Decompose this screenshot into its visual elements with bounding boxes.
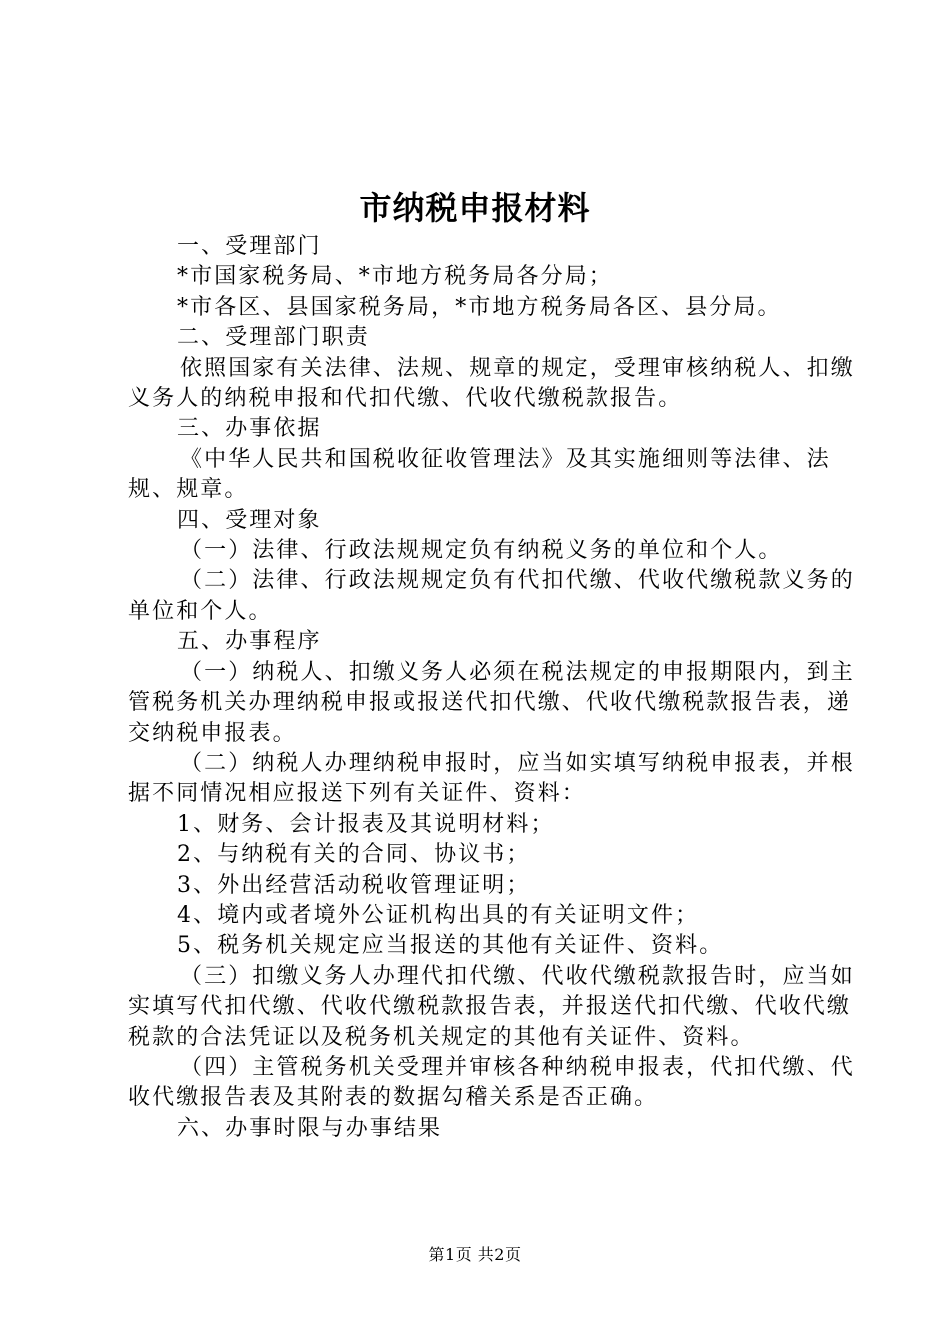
- paragraph: *市国家税务局、*市地方税务局各分局；: [177, 264, 613, 290]
- list-item: 2、与纳税有关的合同、协议书；: [177, 842, 531, 868]
- section-heading-1: 一、受理部门: [177, 234, 322, 259]
- paragraph: （一）纳税人、扣缴义务人必须在税法规定的申报期限内，到主管税务机关办理纳税申报或报送代扣代缴、代收代缴税款报告表，递交纳税申报表。: [128, 659, 855, 746]
- paragraph: （二）纳税人办理纳税申报时，应当如实填写纳税申报表，并根据不同情况相应报送下列有关证件、资料：: [128, 750, 855, 807]
- document-body: [128, 232, 858, 1144]
- list-item: 4、境内或者境外公证机构出具的有关证明文件；: [177, 902, 700, 928]
- paragraph: 《中华人民共和国税收征收管理法》及其实施细则等法律、法规、规章。: [128, 446, 831, 503]
- section-heading-3: 三、办事依据: [177, 416, 322, 442]
- paragraph: 依照国家有关法律、法规、规章的规定，受理审核纳税人、扣缴义务人的纳税申报和代扣代缴、代收代缴税款报告。: [128, 355, 855, 412]
- list-item: 1、财务、会计报表及其说明材料；: [177, 811, 555, 837]
- list-item: 3、外出经营活动税收管理证明；: [177, 872, 531, 898]
- section-heading-5: 五、办事程序: [177, 629, 322, 655]
- list-item: 5、税务机关规定应当报送的其他有关证件、资料。: [177, 933, 724, 959]
- paragraph: （一）法律、行政法规规定负有纳税义务的单位和个人。: [180, 538, 783, 564]
- section-heading-6: 六、办事时限与办事结果: [177, 1115, 443, 1141]
- document-title: 市纳税申报材料: [359, 189, 591, 227]
- paragraph: （四）主管税务机关受理并审核各种纳税申报表，代扣代缴、代收代缴报告表及其附表的数据勾稽关系是否正确。: [128, 1054, 855, 1111]
- paragraph: *市各区、县国家税务局，*市地方税务局各区、县分局。: [177, 294, 782, 320]
- section-heading-2: 二、受理部门职责: [177, 325, 370, 351]
- section-heading-4: 四、受理对象: [177, 507, 322, 533]
- page-footer: 第1页 共2页: [428, 1245, 522, 1264]
- paragraph: （二）法律、行政法规规定负有代扣代缴、代收代缴税款义务的单位和个人。: [128, 568, 855, 624]
- paragraph: （三）扣缴义务人办理代扣代缴、代收代缴税款报告时，应当如实填写代扣代缴、代收代缴税款报告表，并报送代扣代缴、代收代缴税款的合法凭证以及税务机关规定的其他有关证件、资料。: [128, 963, 855, 1050]
